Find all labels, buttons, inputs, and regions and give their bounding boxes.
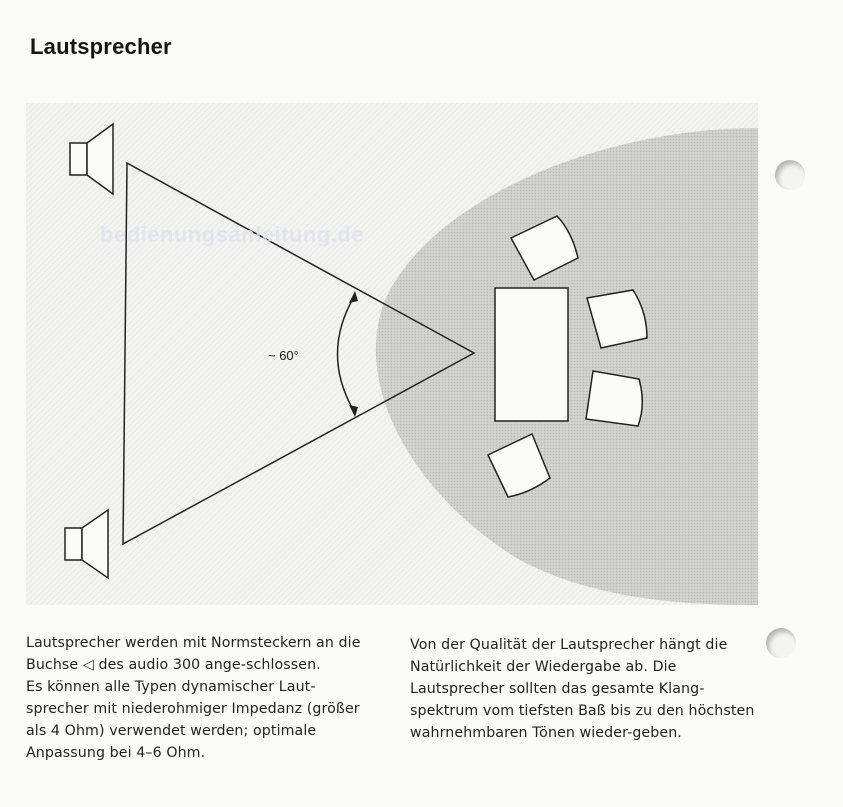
- paragraph-right-1: Von der Qualität der Lautsprecher hängt die Natürlichkeit der Wiedergabe ab. Die Lautsprecher sollten das gesamte Klang-spektrum vom tiefsten Baß bis zu den höchsten wahrnehmbaren Tönen wieder-geben.: [410, 637, 755, 741]
- paragraph-left-2: Es können alle Typen dynamischer Laut-sprecher mit niederohmiger Impedanz (größer als 4 Ohm) verwendet werden; optimale Anpassung bei 4–6 Ohm.: [26, 679, 360, 761]
- paragraph-left-1: Lautsprecher werden mit Normsteckern an die Buchse ◁ des audio 300 ange-schlossen.: [26, 635, 361, 673]
- binder-hole-bottom: [766, 628, 796, 658]
- text-column-left: [26, 632, 371, 764]
- binder-hole-top: [775, 160, 805, 190]
- page-title: Lautsprecher: [30, 34, 172, 59]
- angle-label: ~ 60°: [268, 348, 299, 363]
- chair-right-lower-icon: [586, 371, 642, 426]
- watermark: bedienungsanleitung.de: [100, 222, 365, 247]
- text-column-right: [410, 634, 760, 744]
- table: [495, 288, 568, 421]
